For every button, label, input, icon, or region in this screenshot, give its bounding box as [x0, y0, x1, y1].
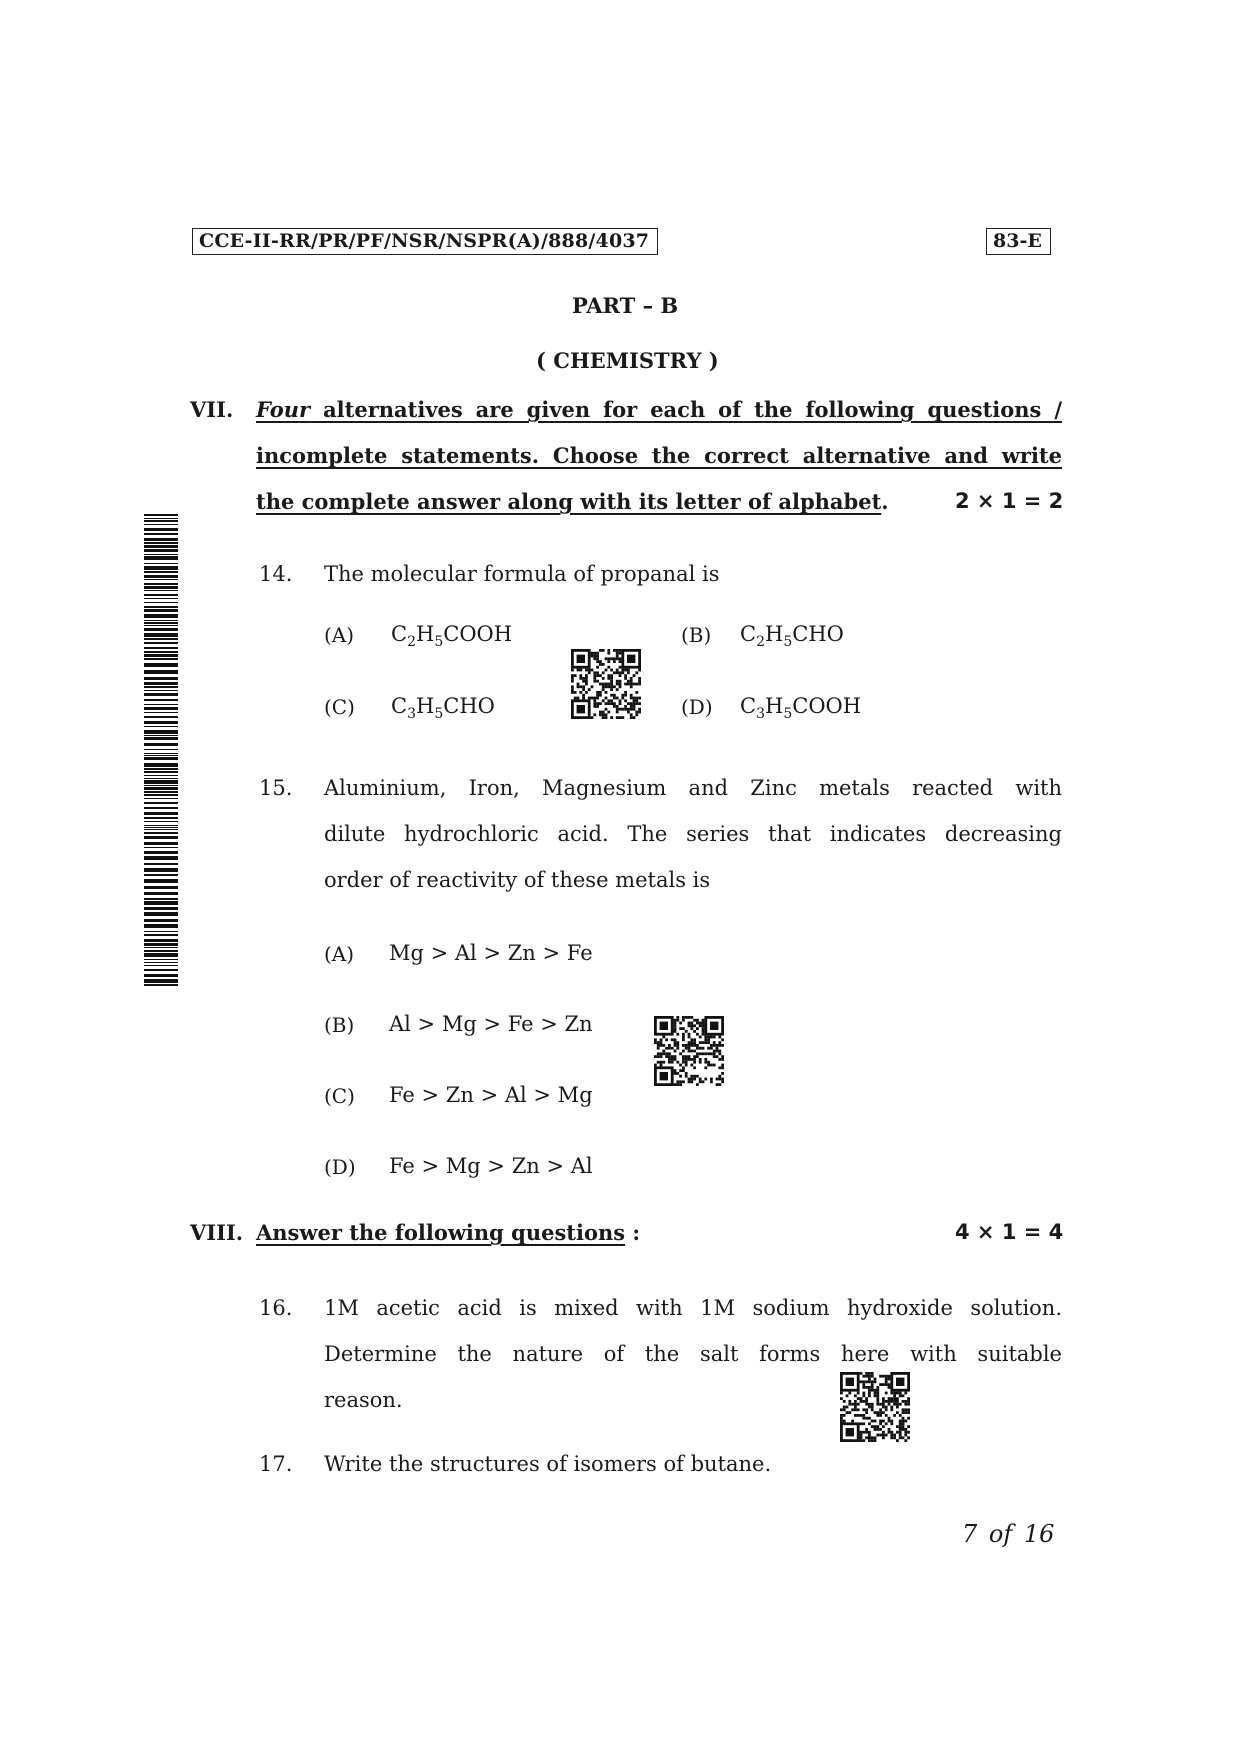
question-16-line-2: Determine the nature of the salt forms here with suitable — [324, 1342, 1062, 1366]
section-viii-instruction — [256, 1220, 640, 1245]
question-15-line-3: order of reactivity of these metals is — [324, 868, 711, 892]
question-number-14: 14. — [259, 562, 293, 586]
instruction-line-1-rest: alternatives are given for each of the following questions / — [310, 397, 1062, 422]
question-15-line-2: dilute hydrochloric acid. The series that indicates decreasing — [324, 822, 1062, 846]
section-viii-instruction-end: : — [625, 1220, 641, 1245]
section-vii-instruction-line-1 — [256, 397, 1062, 422]
question-paper-code: CCE-II-RR/PR/PF/NSR/NSPR(A)/888/4037 — [192, 228, 658, 255]
q14-option-b-text: $C_2H_5CHO$ — [740, 622, 844, 650]
qr-code-icon — [571, 649, 641, 719]
barcode-icon — [144, 514, 178, 988]
q15-option-b-label: (B) — [324, 1013, 355, 1037]
q14-option-b-label: (B) — [681, 623, 712, 647]
q15-option-a-text: Mg > Al > Zn > Fe — [389, 941, 593, 965]
question-16-line-3: reason. — [324, 1388, 403, 1412]
q14-option-c-label: (C) — [324, 695, 355, 719]
instruction-line-3-end: . — [881, 489, 889, 514]
q15-option-c-label: (C) — [324, 1084, 355, 1108]
question-17-text: Write the structures of isomers of butane. — [324, 1452, 772, 1476]
q14-option-a-label: (A) — [324, 623, 355, 647]
question-14-text: The molecular formula of propanal is — [324, 562, 720, 586]
section-viii-marks: 4 × 1 = 4 — [955, 1220, 1064, 1244]
section-vii-marks: 2 × 1 = 2 — [955, 489, 1064, 513]
instruction-line-3-text: the complete answer along with its letter of alphabet — [256, 489, 882, 514]
section-number-vii: VII. — [190, 397, 234, 422]
question-15-line-1: Aluminium, Iron, Magnesium and Zinc metals reacted with — [324, 776, 1062, 800]
q15-option-b-text: Al > Mg > Fe > Zn — [389, 1012, 593, 1036]
paper-code-badge: 83-E — [986, 228, 1051, 255]
section-vii-instruction-line-3 — [256, 489, 889, 514]
qr-code-icon — [840, 1372, 910, 1442]
q14-option-d-text: $C_3H_5COOH$ — [740, 694, 862, 722]
section-vii-instruction-line-2: incomplete statements. Choose the correct alternative and write — [256, 443, 1062, 468]
q15-option-d-label: (D) — [324, 1155, 356, 1179]
question-number-17: 17. — [259, 1452, 293, 1476]
q14-option-d-label: (D) — [681, 695, 713, 719]
q15-option-c-text: Fe > Zn > Al > Mg — [389, 1083, 593, 1107]
question-number-15: 15. — [259, 776, 293, 800]
question-number-16: 16. — [259, 1296, 293, 1320]
subject-title: ( CHEMISTRY ) — [536, 348, 719, 373]
page-number: 7 of 16 — [962, 1520, 1055, 1548]
q14-option-c-text: $C_3H_5CHO$ — [391, 694, 495, 722]
q15-option-a-label: (A) — [324, 942, 355, 966]
instruction-emphasis: Four — [256, 397, 311, 422]
q15-option-d-text: Fe > Mg > Zn > Al — [389, 1154, 593, 1178]
section-viii-instruction-text: Answer the following questions — [256, 1220, 626, 1245]
part-title: PART – B — [572, 293, 679, 318]
q14-option-a-text: $C_2H_5COOH$ — [391, 622, 513, 650]
qr-code-icon — [654, 1016, 724, 1086]
section-number-viii: VIII. — [190, 1220, 244, 1245]
question-16-line-1: 1M acetic acid is mixed with 1M sodium hydroxide solution. — [324, 1296, 1062, 1320]
